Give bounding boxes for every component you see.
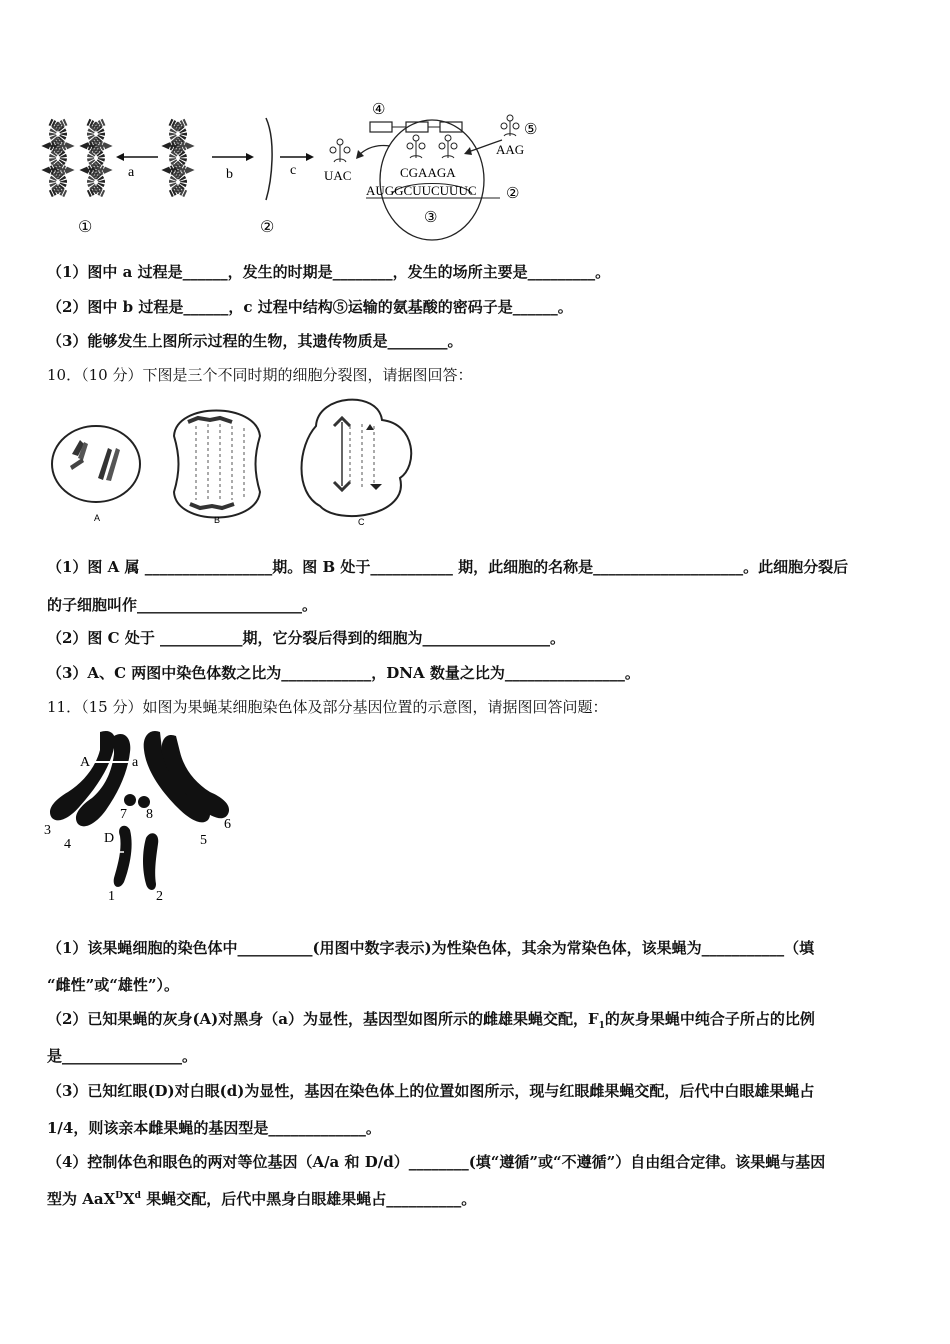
q11-part4b-mid: X (123, 1190, 135, 1208)
label-num-4: ④ (372, 100, 386, 118)
chromosome-label-2: 2 (156, 889, 163, 904)
label-cell-a: A (94, 513, 101, 523)
q11-number: 11． (47, 698, 82, 716)
q10-score: （10 分） (81, 366, 143, 384)
cell-c (302, 400, 412, 516)
chromosome-7 (124, 794, 136, 806)
chromosome-label-1: 1 (108, 889, 115, 904)
chromosome-label-7: 7 (120, 807, 127, 822)
q11-part4b-sup2: d (134, 1191, 141, 1201)
label-num-5: ⑤ (524, 120, 538, 138)
anticodon-uac: UAC (324, 168, 352, 183)
q10-part3: （3）A、C 两图中染色体数之比为____________，DNA 数量之比为________________。 (47, 664, 640, 682)
q11-part2a-post: 的灰身果蝇中纯合子所占的比例 (604, 1010, 815, 1028)
dna-helix-left-2 (88, 122, 104, 194)
q11-part3b: 1/4，则该亲本雌果蝇的基因型是_____________。 (47, 1119, 381, 1137)
q9-part1: （1）图中 a 过程是______，发生的时期是________，发生的场所主要是_________。 (47, 263, 611, 281)
gene-expression-figure (40, 100, 540, 248)
chromosome-label-5: 5 (200, 833, 207, 848)
chromosome-diagram (40, 726, 240, 906)
trna-aag (501, 115, 519, 136)
label-num-3: ③ (424, 208, 438, 226)
chromosome-figure (40, 726, 240, 906)
chromosome-1 (114, 826, 132, 887)
label-cell-b: B (214, 515, 221, 525)
label-num-2-left: ② (260, 217, 275, 236)
gene-label-a: a (132, 755, 139, 770)
codon-cgaaga: CGAAGA (400, 165, 456, 180)
q11-part4b-post: 果蝇交配，后代中黑身白眼雄果蝇占__________。 (140, 1190, 477, 1208)
trna-bound (407, 135, 457, 158)
label-num-2-right: ② (506, 184, 520, 202)
q11-part4b (47, 1188, 476, 1209)
gene-label-A: A (80, 755, 91, 770)
anticodon-aag: AAG (496, 142, 525, 157)
q11-part4b-sup1: D (115, 1191, 124, 1201)
q11-part3a: （3）已知红眼(D)对白眼(d)为显性，基因在染色体上的位置如图所示，现与红眼雌果蝇交配，后代中白眼雄果蝇占 (47, 1082, 815, 1100)
chromosome-label-6: 6 (224, 817, 231, 832)
mrna-strand (266, 118, 272, 200)
q10-part1b: 的子细胞叫作______________________。 (47, 596, 318, 614)
cell-division-figure (48, 396, 428, 530)
q9-part3: （3）能够发生上图所示过程的生物，其遗传物质是________。 (47, 332, 463, 350)
label-a: a (128, 165, 135, 180)
q11-part1a: （1）该果蝇细胞的染色体中__________(用图中数字表示)为性染色体，其余为常染色体，该果蝇为___________（填 (47, 939, 815, 957)
q11-part2a-pre: （2）已知果蝇的灰身(A)对黑身（a）为显性，基因型如图所示的雌雄果蝇交配，F (47, 1010, 599, 1028)
chromosome-label-3: 3 (44, 823, 51, 838)
cell-b (174, 411, 260, 518)
q11-part4b-pre: 型为 AaX (47, 1190, 116, 1208)
q11-score: （15 分） (81, 698, 143, 716)
mrna-sequence: AUGGCUUCUUUC (366, 183, 477, 198)
q11-text: 如图为果蝇某细胞染色体及部分基因位置的示意图，请据图回答问题： (142, 698, 608, 716)
q10-number: 10． (47, 366, 82, 384)
q11-part2a (47, 1008, 815, 1031)
q11-part2b: 是________________。 (47, 1047, 198, 1065)
q11-heading (47, 696, 607, 717)
q11-part4a: （4）控制体色和眼色的两对等位基因（A/a 和 D/d）________(填“遵循”或“不遵循”）自由组合定律。该果蝇与基因 (47, 1153, 826, 1171)
chromosome-2 (143, 833, 158, 890)
cell-division-diagram (48, 396, 428, 530)
q9-part2: （2）图中 b 过程是______，c 过程中结构⑤运输的氨基酸的密码子是______。 (47, 298, 573, 316)
q11-part1b: “雌性”或“雄性”）。 (47, 976, 180, 994)
dna-helix-center (170, 122, 186, 194)
label-cell-c: C (358, 517, 365, 527)
q10-part2: （2）图 C 处于 ___________期，它分裂后得到的细胞为_________________。 (47, 629, 566, 647)
label-c: c (290, 163, 297, 178)
q10-heading (47, 364, 472, 385)
gene-expression-diagram (40, 100, 540, 248)
chromosome-label-4: 4 (64, 837, 71, 852)
dna-helix-left-1 (50, 122, 66, 194)
cell-a (52, 426, 140, 502)
trna-uac (330, 139, 350, 162)
chromosome-label-8: 8 (146, 807, 153, 822)
q10-part1a: （1）图 A 属 _________________期。图 B 处于___________ 期，此细胞的名称是____________________。此细胞分裂后 (47, 558, 849, 576)
q11-part2a-sub: 1 (598, 1021, 605, 1031)
gene-label-D: D (104, 831, 115, 846)
label-b: b (226, 167, 233, 182)
label-num-1: ① (78, 217, 93, 236)
q10-text: 下图是三个不同时期的细胞分裂图，请据图回答： (142, 366, 473, 384)
